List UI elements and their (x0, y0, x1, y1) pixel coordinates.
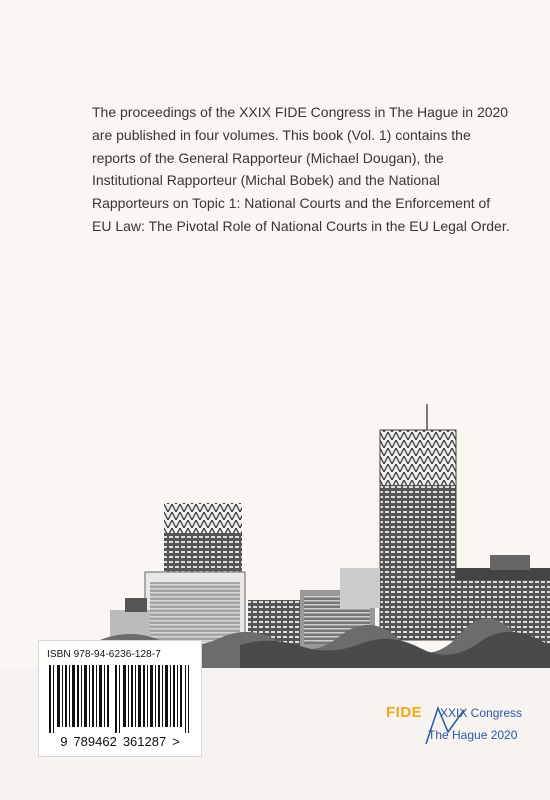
barcode-digit-group-2: 361287 (122, 734, 167, 749)
fide-wordmark: FIDE (386, 704, 423, 721)
isbn-label: ISBN 978-94-6236-128-7 (47, 649, 161, 660)
barcode-digit-group-1: 789462 (73, 734, 117, 749)
city-skyline-photo (0, 400, 550, 670)
barcode-digit-prefix: 9 (60, 734, 68, 749)
congress-line-1: XXIX Congress (440, 706, 523, 720)
barcode-digit-suffix: > (172, 734, 180, 749)
barcode-panel (38, 640, 202, 757)
barcode-icon (49, 665, 189, 733)
fide-congress-logo (378, 700, 538, 750)
congress-line-2: The Hague 2020 (428, 728, 518, 742)
back-cover-blurb: The proceedings of the XXIX FIDE Congress in The Hague in 2020 are published in four volumes. This book (Vol. 1) contains the reports of the General Rapporteur (Michael Dougan), the Institutional Rapporteur (Michal Bobek) and the National Rapporteurs on Topic 1: National Courts and the Enforcement of EU Law: The Pivotal Role of National Courts in the EU Legal Order. (92, 104, 510, 234)
barcode-digits (39, 734, 201, 749)
